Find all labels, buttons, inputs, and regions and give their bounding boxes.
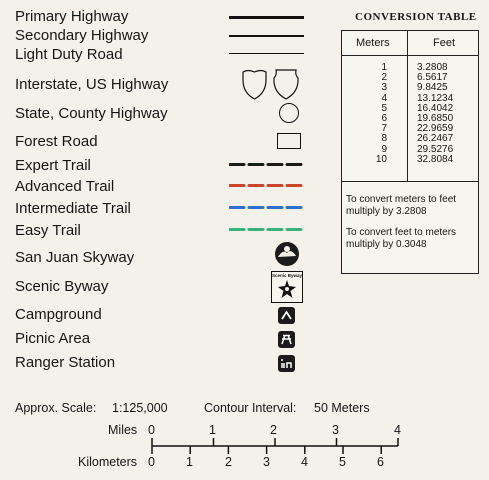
approx-scale-value: 1:125,000	[112, 401, 168, 415]
legend-label-intermediate-trail: Intermediate Trail	[15, 200, 131, 217]
san-juan-skyway-emblem-icon	[274, 241, 300, 267]
feet-value: 29.5276	[417, 143, 454, 155]
primary-highway-line-symbol	[229, 16, 304, 19]
legend-label-ranger-station: Ranger Station	[15, 354, 116, 371]
conversion-table-title: CONVERSION TABLE	[355, 11, 477, 23]
state-county-highway-circle-icon	[279, 103, 299, 123]
meters-value: 3	[381, 82, 387, 94]
column-divider	[407, 31, 408, 181]
legend-label-advanced-trail: Advanced Trail	[15, 178, 115, 195]
header-meters: Meters	[356, 37, 390, 49]
km-tick-label: 4	[301, 455, 308, 469]
meters-value: 4	[381, 92, 387, 104]
feet-value: 13.1234	[417, 92, 454, 104]
feet-value: 9.8425	[417, 82, 448, 94]
miles-tick-label: 3	[332, 423, 339, 437]
feet-value: 26.2467	[417, 133, 454, 145]
meters-value: 6	[381, 113, 387, 125]
forest-road-rectangle-icon	[277, 133, 301, 149]
legend-label-secondary-highway: Secondary Highway	[15, 27, 149, 44]
contour-interval-label: Contour Interval:	[204, 401, 297, 415]
expert-trail-line-symbol	[229, 162, 305, 167]
meters-value: 8	[381, 133, 387, 145]
feet-value: 22.9659	[417, 123, 454, 135]
feet-value: 32.8084	[417, 153, 454, 165]
legend-label-primary-highway: Primary Highway	[15, 8, 129, 25]
meters-value: 5	[381, 102, 387, 114]
meters-column	[372, 63, 387, 165]
scenic-byway-sign-icon	[271, 271, 303, 303]
conversion-table-header	[342, 31, 478, 56]
km-tick-label: 5	[339, 455, 346, 469]
km-tick-label: 1	[186, 455, 193, 469]
legend-label-campground: Campground	[15, 306, 102, 323]
legend-label-state-county-highway: State, County Highway	[15, 105, 168, 122]
meters-value: 1	[381, 62, 387, 73]
contour-interval-value: 50 Meters	[314, 401, 370, 415]
scenic-byway-sign-text: Scenic Byway	[272, 273, 303, 278]
interstate-shield-icon	[241, 68, 268, 100]
note-feet-to-meters: To convert feet to meters multiply by 0.3048	[346, 227, 457, 250]
ranger-station-icon	[278, 355, 295, 372]
advanced-trail-line-symbol	[229, 183, 305, 188]
miles-tick-label: 0	[148, 423, 155, 437]
meters-value: 7	[381, 123, 387, 135]
legend-label-forest-road: Forest Road	[15, 133, 98, 150]
miles-tick-label: 1	[209, 423, 216, 437]
miles-tick-label: 4	[394, 423, 401, 437]
km-tick-label: 3	[263, 455, 270, 469]
meters-value: 2	[381, 72, 387, 84]
km-tick-label: 0	[148, 455, 155, 469]
feet-value: 19.6850	[417, 113, 454, 125]
miles-label: Miles	[108, 423, 138, 437]
picnic-table-icon	[278, 331, 295, 348]
legend-label-interstate-us-highway: Interstate, US Highway	[15, 76, 169, 93]
legend-label-light-duty-road: Light Duty Road	[15, 46, 123, 63]
feet-column	[417, 63, 462, 165]
km-tick-label: 2	[225, 455, 232, 469]
feet-value: 6.5617	[417, 72, 448, 84]
feet-value: 3.2808	[417, 62, 448, 73]
kilometers-label: Kilometers	[78, 455, 138, 469]
km-tick-label: 6	[377, 455, 384, 469]
feet-value: 16.4042	[417, 102, 454, 114]
columbine-flower-icon	[278, 280, 296, 298]
conversion-table-separator	[342, 181, 478, 182]
meters-value: 9	[381, 143, 387, 155]
miles-tick-label: 2	[270, 423, 277, 437]
intermediate-trail-line-symbol	[229, 205, 305, 210]
secondary-highway-line-symbol	[229, 35, 304, 37]
easy-trail-line-symbol	[229, 227, 305, 232]
us-highway-shield-icon	[272, 68, 300, 100]
legend-label-expert-trail: Expert Trail	[15, 157, 91, 174]
conversion-table	[341, 30, 479, 274]
approx-scale-label: Approx. Scale:	[15, 401, 97, 415]
note-meters-to-feet: To convert meters to feet multiply by 3.2808	[346, 194, 457, 217]
meters-value: 10	[375, 153, 387, 165]
legend-label-scenic-byway: Scenic Byway	[15, 278, 109, 295]
legend-label-san-juan-skyway: San Juan Skyway	[15, 249, 135, 266]
light-duty-road-line-symbol	[229, 53, 304, 54]
legend-label-easy-trail: Easy Trail	[15, 222, 81, 239]
legend-label-picnic-area: Picnic Area	[15, 330, 91, 347]
header-feet: Feet	[433, 37, 456, 49]
campground-tent-icon	[278, 307, 295, 324]
